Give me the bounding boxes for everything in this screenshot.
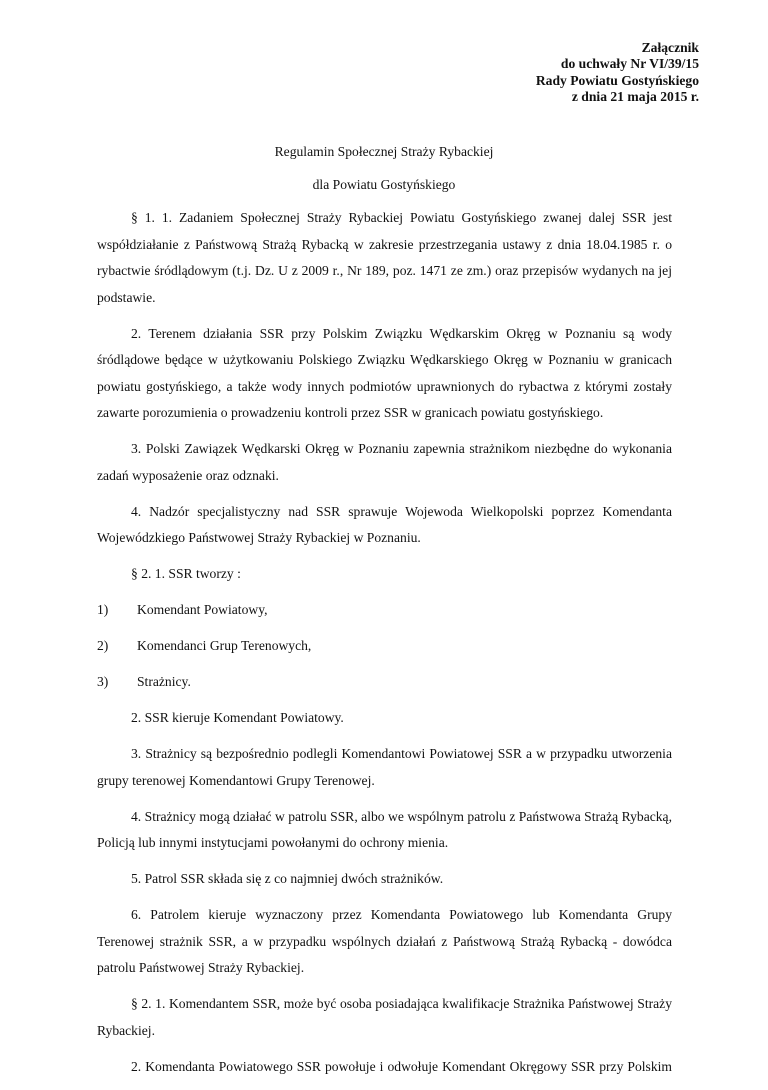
list-item <box>97 669 672 696</box>
paragraph-2-5: 5. Patrol SSR składa się z co najmniej dwóch strażników. <box>131 871 444 886</box>
document-body <box>97 205 672 1090</box>
paragraph-1-1: § 1. 1. Zadaniem Społecznej Straży Rybackiej Powiatu Gostyńskiego zwanej dalej SSR jest współdziałanie z Państwową Strażą Rybacką w zakresie przestrzegania ustawy z dnia 18.04.1985 r. o rybactwie śródlądowym (t.j. Dz. U z 2009 r., Nr 189, poz. 1471 ze zm.) oraz przepisów wydanych na jej podstawie. <box>97 210 672 305</box>
paragraph-2-6: 6. Patrolem kieruje wyznaczony przez Komendanta Powiatowego lub Komendanta Grupy Terenowej strażnik SSR, a w przypadku wspólnych działań z Państwową Strażą Rybacką - dowódca patrolu Państwowej Straży Rybackiej. <box>97 907 672 975</box>
paragraph-1-4: 4. Nadzór specjalistyczny nad SSR sprawuje Wojewoda Wielkopolski poprzez Komendanta Wojewódzkiego Państwowej Straży Rybackiej w Poznaniu. <box>97 503 672 545</box>
list-text: Komendant Powiatowy, <box>137 602 268 617</box>
resolution-date: z dnia 21 maja 2015 r. <box>571 88 699 104</box>
list-number: 1) <box>97 602 109 617</box>
council-name: Rady Powiatu Gostyńskiego <box>535 72 699 88</box>
list-text: Strażnicy. <box>137 674 191 689</box>
list-item <box>97 597 672 624</box>
paragraph-2-4: 4. Strażnicy mogą działać w patrolu SSR, albo we wspólnym patrolu z Państwowa Strażą Rybacką, Policją lub innymi instytucjami powołanymi do ochrony mienia. <box>97 808 672 850</box>
paragraph-2-1: § 2. 1. SSR tworzy : <box>131 566 241 581</box>
resolution-number: do uchwały Nr VI/39/15 <box>560 56 699 72</box>
list-text: Komendanci Grup Terenowych, <box>137 638 312 653</box>
paragraph-2-3: 3. Strażnicy są bezpośrednio podlegli Komendantowi Powiatowej SSR a w przypadku utworzenia grupy terenowej Komendantowi Grupy Terenowej. <box>97 746 672 788</box>
list-item <box>97 633 672 660</box>
paragraph-3-1: § 2. 1. Komendantem SSR, może być osoba posiadająca kwalifikacje Strażnika Państwowej Straży Rybackiej. <box>97 996 672 1038</box>
paragraph-1-3: 3. Polski Zawiązek Wędkarski Okręg w Poznaniu zapewnia strażnikom niezbędne do wykonania zadań wyposażenie oraz odznaki. <box>97 441 672 483</box>
list-number: 3) <box>97 674 109 689</box>
attachment-line: Załącznik <box>641 40 699 55</box>
document-title: Regulamin Społecznej Straży Rybackiej <box>274 144 494 159</box>
paragraph-1-2: 2. Terenem działania SSR przy Polskim Związku Wędkarskim Okręg w Poznaniu są wody śródlądowe będące w użytkowaniu Polskiego Związku Wędkarskiego Okręg w Poznaniu w granicach powiatu gostyńskiego, a także wody innych podmiotów uprawnionych do rybactwa z którymi zostały zawarte porozumienia o prowadzeniu kontroli przez SSR w granicach powiatu gostyńskiego. <box>97 325 672 420</box>
list-number: 2) <box>97 638 109 653</box>
document-subtitle: dla Powiatu Gostyńskiego <box>312 177 456 192</box>
attachment-header <box>399 40 699 105</box>
paragraph-3-2: 2. Komendanta Powiatowego SSR powołuje i odwołuje Komendant Okręgowy SSR przy Polskim <box>131 1058 672 1074</box>
paragraph-2-2: 2. SSR kieruje Komendant Powiatowy. <box>131 710 344 725</box>
